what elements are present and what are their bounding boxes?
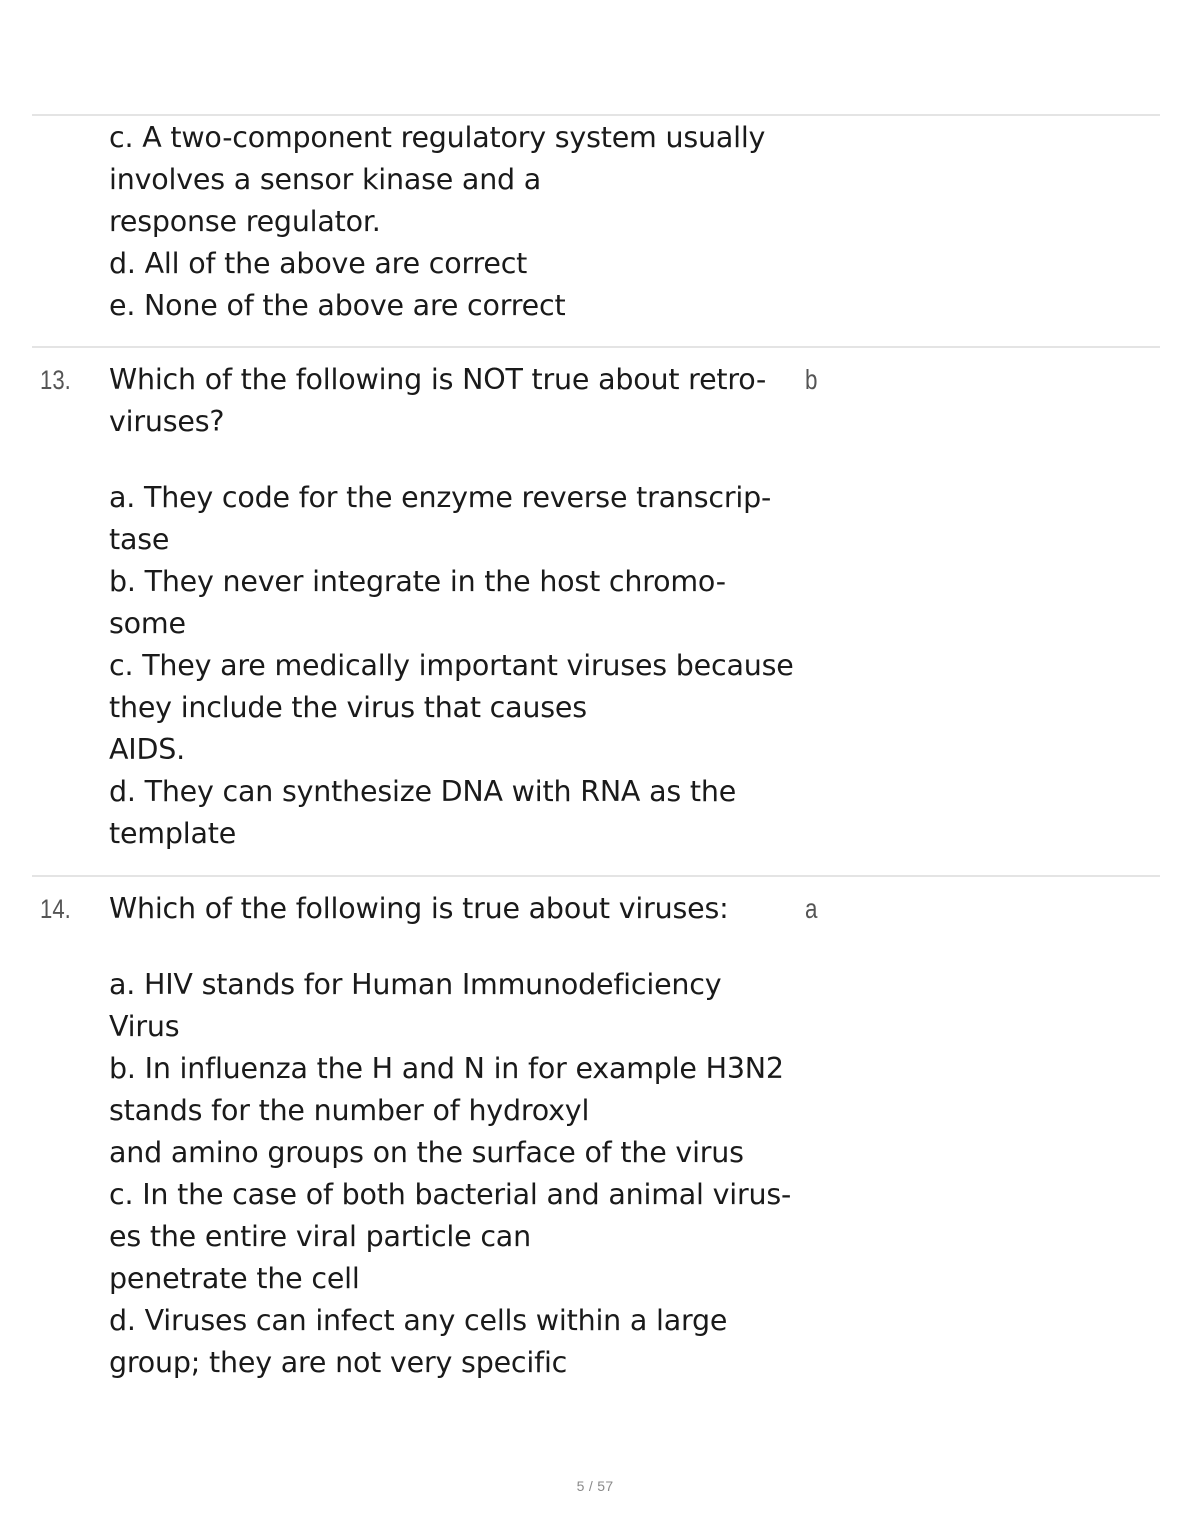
- option-line: b. In influenza the H and N in for example H3N2: [109, 1052, 784, 1085]
- option-line: a. HIV stands for Human Immunodeficiency: [109, 968, 722, 1001]
- question-number-14: 14.: [40, 894, 71, 924]
- option-line: c. In the case of both bacterial and animal virus-: [109, 1178, 792, 1211]
- divider-q14: [32, 875, 1160, 877]
- option-line: response regulator.: [109, 205, 381, 238]
- continued-options: [109, 117, 809, 327]
- option-line: es the entire viral particle can: [109, 1220, 531, 1253]
- question-text-line: Which of the following is NOT true about retro-: [109, 363, 767, 396]
- page-number: 5 / 57: [576, 1478, 614, 1494]
- option-line: penetrate the cell: [109, 1262, 360, 1295]
- option-line: a. They code for the enzyme reverse transcrip-: [109, 481, 772, 514]
- option-line: AIDS.: [109, 733, 185, 766]
- question-number-13: 13.: [40, 365, 71, 395]
- option-line: template: [109, 817, 237, 850]
- spacer: [109, 443, 809, 477]
- option-line: group; they are not very specific: [109, 1346, 568, 1379]
- question-14: [109, 888, 809, 1384]
- option-line: involves a sensor kinase and a: [109, 163, 542, 196]
- question-text-line: viruses?: [109, 405, 225, 438]
- answer-14: a: [805, 893, 818, 924]
- option-line: they include the virus that causes: [109, 691, 587, 724]
- option-line: b. They never integrate in the host chromo-: [109, 565, 726, 598]
- divider-top: [32, 114, 1160, 116]
- option-line: and amino groups on the surface of the virus: [109, 1136, 744, 1169]
- divider-q13: [32, 346, 1160, 348]
- option-line: some: [109, 607, 186, 640]
- answer-13: b: [805, 364, 818, 395]
- question-13: [109, 359, 809, 855]
- option-line: tase: [109, 523, 170, 556]
- option-line: Virus: [109, 1010, 180, 1043]
- option-line: c. They are medically important viruses because: [109, 649, 794, 682]
- option-line: d. All of the above are correct: [109, 247, 528, 280]
- option-line: c. A two-component regulatory system usually: [109, 121, 766, 154]
- option-line: stands for the number of hydroxyl: [109, 1094, 590, 1127]
- option-line: d. Viruses can infect any cells within a large: [109, 1304, 728, 1337]
- spacer: [109, 930, 809, 964]
- option-line: e. None of the above are correct: [109, 289, 566, 322]
- question-text-line: Which of the following is true about viruses:: [109, 892, 729, 925]
- option-line: d. They can synthesize DNA with RNA as the: [109, 775, 737, 808]
